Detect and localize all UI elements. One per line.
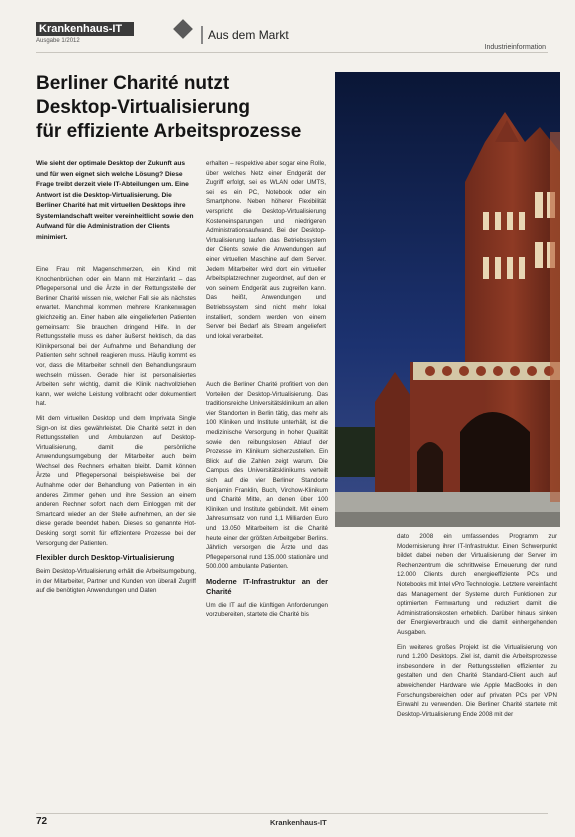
article-paragraph: Auch die Berliner Charité profitiert von den Vorteilen der Desktop-Virtualisierung. Das traditionsreiche Universitätsklinikum an allen vier Standorten in Berlin tätig, das mehr als 100 Kliniken und Institute unterhält, ist die medizinische Versorgung in hoher Qualität sowie den reibungslosen Ablauf der Prozesse im Klinikum sicherzustellen. Ein Blick auf die Zahlen zeigt warum. Die Campus des Universitätsklinikums verteilt sich auf die vier Berliner Standorte Benjamin Franklin, Buch, Virchow-Klinikum und Charité Mitte, an denen über 100 Kliniken und Institute gebündelt. Mit einem Jahresumsatz von rund 1,1 Milliarden Euro und 13.050 Mitarbeitern ist die Charité heute einer der größten Arbeitgeber Berlins. Jährlich versorgen die Ärzte und das Pflegepersonal rund 135.000 stationäre und 500.000 ambulante Patienten. bbox=[206, 381, 328, 571]
logo-diamond-icon bbox=[173, 19, 193, 39]
category-label: Industrieinformation bbox=[484, 44, 546, 51]
building-photo bbox=[335, 72, 560, 527]
article-paragraph: dato 2008 ein umfassendes Programm zur Modernisierung ihrer IT-Infrastruktur. Einen Schwerpunkt bildet dabei neben der Virtualisierung der Server im Rechenzentrum die schrittweise Erneuerung der rund 12.000 Clients durch energieeffiziente PCs und Notebooks mit Intel vPro Technologie. Letztere vereinfacht das Management der Systeme durch Funktionen zur optimierten Fernwartung und reduziert damit die Administrationskosten erheblich. Darüber hinaus sinken der Energieverbrauch und die damit einhergehenden Ausgaben. bbox=[397, 533, 557, 636]
section-title: Aus dem Markt bbox=[208, 28, 289, 42]
footer-rule bbox=[36, 813, 548, 814]
footer-logo: Krankenhaus-IT bbox=[270, 818, 327, 827]
article-paragraph: Um die IT auf die künftigen Anforderungen vorzubereiten, startete die Charité bis bbox=[206, 601, 328, 619]
magazine-logo: Krankenhaus-IT bbox=[36, 22, 134, 36]
header-rule bbox=[36, 52, 548, 53]
article-column-1 bbox=[36, 265, 196, 601]
article-paragraph: erhalten – respektive aber sogar eine Rolle, über welches Netz einer Endgerät der Zugriff erfolgt, sei es WLAN oder UMTS, sei es ein PC, Notebook oder ein Smartphone. Neben höherer Flexibilität verspricht die Desktop-Virtualisierung Kosteneinsparungen und niedrigeren Administrationsaufwand. Bei der Desktop-Virtualisierung laufen das Betriebssystem der Clients sowie die Anwendungen auf einer virtuellen Maschine auf dem Server. Jedem Mitarbeiter wird dort ein virtueller Arbeitsplatzrechner zugeordnet, auf den er von seinem Endgerät aus zugreifen kann. Das heißt, Anwendungen und Betriebssystem sind nicht mehr lokal installiert, sondern werden von einem Server bei Bedarf als Stream angeliefert und lokal verarbeitet. bbox=[206, 160, 326, 340]
article-column-3 bbox=[206, 380, 328, 625]
article-paragraph: Ein weiteres großes Projekt ist die Virtualisierung von rund 1.200 Desktops. Ziel ist, damit die Arbeitsprozesse insbesondere in der Rettungsstellen effizienter zu gestalten und den Charité Standard-Client auch auf abweichender Hardware wie Apple MacBooks in den Forschungsbereichen oder auf privaten PCs per VPN Einwahl zu verwenden. Die Berliner Charité startete mit Desktop-Virtualisierung Ende 2008 mit der bbox=[397, 643, 557, 718]
article-headline bbox=[36, 72, 336, 144]
headline-line: Berliner Charité nutzt bbox=[36, 73, 230, 94]
article-paragraph: Mit dem virtuellen Desktop und dem Imprivata Single Sign-on ist dies gewährleistet. Die Charité setzt in den Rettungsstellen und Ambulanzen auf Desktop-Virtualisierung, damit die persönliche Anwendungsumgebung der Mitarbeiter auch beim Wechsel des Rechners erhalten bleibt. Damit können Ärzte und Pflegepersonal beispielsweise bei der Aufnahme oder der Behandlung von Patienten in ein anderes Zimmer gehen und ihre Session an einem anderen Rechner sofort nach dem Einloggen mit der Smartcard wieder an der Stelle aufnehmen, an der sie diese gerade beendet haben. Dieses so genannte Hot-Desking sorgt somit für effizientere Prozesse bei der Versorgung der Patienten. bbox=[36, 414, 196, 547]
page-number: 72 bbox=[36, 816, 48, 827]
issue-label: Ausgabe 1/2012 bbox=[36, 38, 80, 44]
subheading: Flexibler durch Desktop-Virtualisierung bbox=[36, 553, 175, 563]
building-illustration bbox=[335, 72, 560, 527]
article-lead: Wie sieht der optimale Desktop der Zukunft aus und für wen eignet sich welche Lösung? Diese Frage treibt derzeit viele IT-Abteilungen um. Eine Antwort ist die Desktop-Virtualisierung. Die Berliner Charité hat mit virtuellen Desktops ihre Systemlandschaft weiter vereinheitlicht sowie den Aufwand für die Administration der Clients minimiert. bbox=[36, 160, 194, 241]
headline-line: für effiziente Arbeitsprozesse bbox=[36, 121, 302, 142]
article-paragraph: Beim Desktop-Virtualisierung erhält die Arbeitsumgebung, in der Mitarbeiter, Partner und Kunden von überall Zugriff auf die benötigten Anwendungen und Daten bbox=[36, 568, 196, 595]
article-paragraph: Eine Frau mit Magenschmerzen, ein Kind mit Knochenbrüchen oder ein Mann mit Herzinfarkt – das Pflegepersonal und die Ärzte in der Rettungsstelle der Berliner Charité wissen nie, welcher Fall sie als nächstes erwartet. Manchmal kommen mehrere Krankenwagen gleichzeitig an. Einer haben alle eingelieferten Patienten gemeinsam: Sie brauchen dringend Hilfe. In der Rettungsstelle muss es daher äußerst hektisch, da das Klinikpersonal bei der Aufnahme und Behandlung der Patienten sehr schnell reagieren muss. Häufig kommt es vor, dass die Mitarbeiter schnell den Behandlungsraum wechseln müssen. Gerade hier ist personalisiertes Arbeiten sehr wichtig, damit die Klinik nachvollziehen kann, wer welche Leistung vollbracht oder dokumentiert hat. bbox=[36, 266, 196, 408]
headline-line: Desktop-Virtualisierung bbox=[36, 97, 250, 118]
masthead bbox=[36, 22, 546, 50]
section-divider bbox=[201, 26, 203, 44]
article-column-4 bbox=[397, 532, 557, 724]
article-column-2 bbox=[206, 159, 326, 346]
subheading: Moderne IT-Infrastruktur an der Charité bbox=[206, 576, 328, 596]
